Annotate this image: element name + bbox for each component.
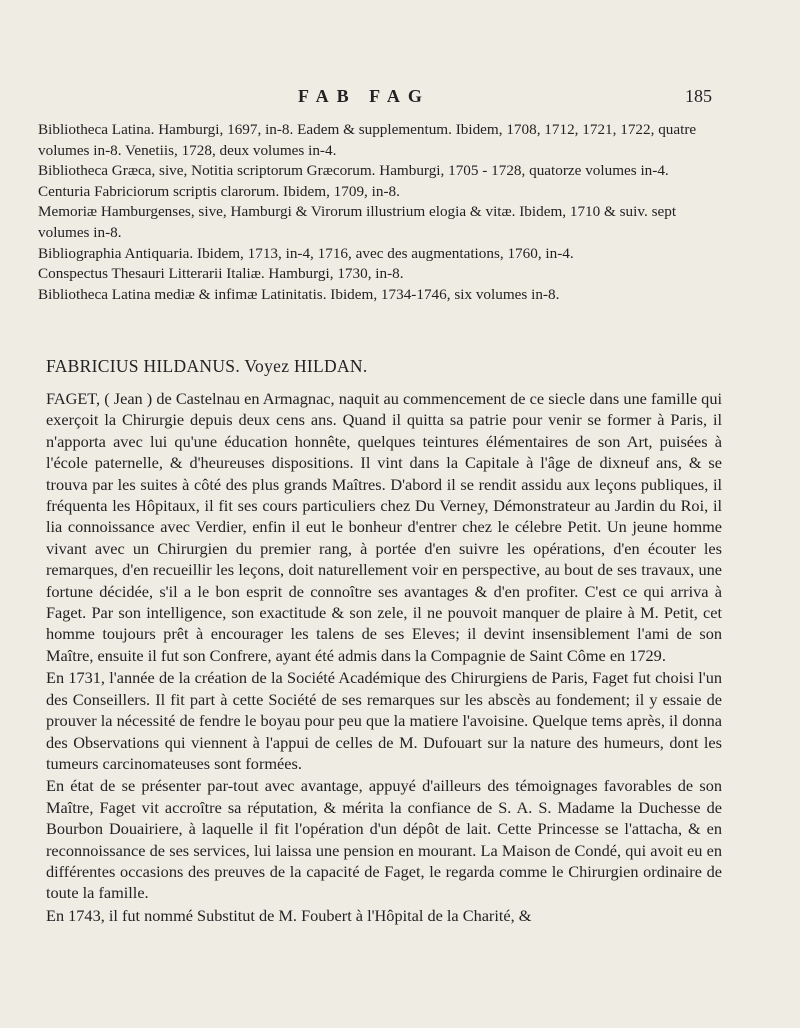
entry-heading: FABRICIUS HILDANUS. Voyez HILDAN. — [46, 356, 368, 376]
entry-body — [46, 388, 722, 926]
bibliography-entry: Bibliotheca Latina mediæ & infimæ Latinitatis. Ibidem, 1734-1746, six volumes in-8. — [38, 285, 560, 303]
bibliography-entry: Centuria Fabriciorum scriptis clarorum. Ibidem, 1709, in-8. — [38, 182, 400, 200]
body-paragraph: En 1743, il fut nommé Substitut de M. Foubert à l'Hôpital de la Charité, & — [46, 905, 532, 925]
page-header — [0, 86, 800, 110]
body-paragraph: FAGET, ( Jean ) de Castelnau en Armagnac, naquit au commencement de ce siecle dans une famille qui exerçoit la Chirurgie depuis deux cens ans. Quand il quitta sa patrie pour venir se former à Paris, il n'apporta avec lui qu'une éducation honnête, quelques teintures élémentaires de son Art, puisées à l'école paternelle, & d'heureuses dispositions. Il vint dans la Capitale à l'âge de dixneuf ans, & se trouva par les suites à côté des plus grands Maîtres. D'abord il se rendit assidu aux leçons publiques, il fréquenta les Hôpitaux, il fit ses cours particuliers chez Du Verney, Démonstrateur au Jardin du Roi, il lia connoissance avec Verdier, enfin il eut le bonheur d'entrer chez le célebre Petit. Un jeune homme vivant avec un Chirurgien du premier rang, à portée d'en suivre les opérations, d'en écouter les remarques, d'en recueillir les leçons, doit naturellement voir en perspective, au bout de ses travaux, une fortune décidée, s'il a le bon esprit de connoître ses avantages & d'en profiter. C'est ce qui arriva à Faget. Par son intelligence, son exactitude & son zele, il ne pouvoit manquer de plaire à M. Petit, cet homme toujours prêt à encourager les talens de ses Eleves; il devint insensiblement l'ami de son Maître, ensuite il fut son Confrere, ayant été admis dans la Compagnie de Saint Côme en 1729. — [46, 389, 722, 665]
bibliography-entry: Bibliotheca Græca, sive, Notitia scriptorum Græcorum. Hamburgi, 1705 - 1728, quatorze volumes in-4. — [38, 162, 669, 180]
page-number: 185 — [685, 86, 712, 106]
bibliography-entry: Bibliotheca Latina. Hamburgi, 1697, in-8. Eadem & supplementum. Ibidem, 1708, 1712, 1721, 1722, quatre volumes in-8. Venetiis, 1728, deux volumes in-4. — [38, 121, 697, 159]
body-paragraph: En 1731, l'année de la création de la Société Académique des Chirurgiens de Paris, Faget fut choisi l'un des Conseillers. Il fit part à cette Société de ses remarques sur les abscès au fondement; il y essaie de prouver la nécessité de fendre le boyau pour peu que la matiere l'avoisine. Quelque tems après, il donna des Observations qui viennent à l'appui de celles de M. Dufouart sur la nature des humeurs, dont les tumeurs carcinomateuses sont formées. — [46, 668, 722, 773]
bibliography-entry: Memoriæ Hamburgenses, sive, Hamburgi & Virorum illustrium elogia & vitæ. Ibidem, 1710 & suiv. sept volumes in-8. — [38, 203, 677, 241]
bibliography-entry: Bibliographia Antiquaria. Ibidem, 1713, in-4, 1716, avec des augmentations, 1760, in-4. — [38, 244, 574, 262]
running-title: FAB FAG — [298, 86, 430, 106]
bibliography-entry: Conspectus Thesauri Litterarii Italiæ. Hamburgi, 1730, in-8. — [38, 265, 404, 283]
bibliography-list — [38, 120, 722, 305]
body-paragraph: En état de se présenter par-tout avec avantage, appuyé d'ailleurs des témoignages favorables de son Maître, Faget vit accroître sa réputation, & mérita la confiance de S. A. S. Madame la Duchesse de Bourbon Douairiere, à laquelle il fit l'opération d'un dépôt de lait. Cette Princesse se l'attacha, & en reconnoissance de ses services, lui laissa une pension en mourant. La Maison de Condé, qui avoit eu en différentes occasions des preuves de la capacité de Faget, le regarda comme le Chirurgien ordinaire de toute la famille. — [46, 776, 722, 903]
